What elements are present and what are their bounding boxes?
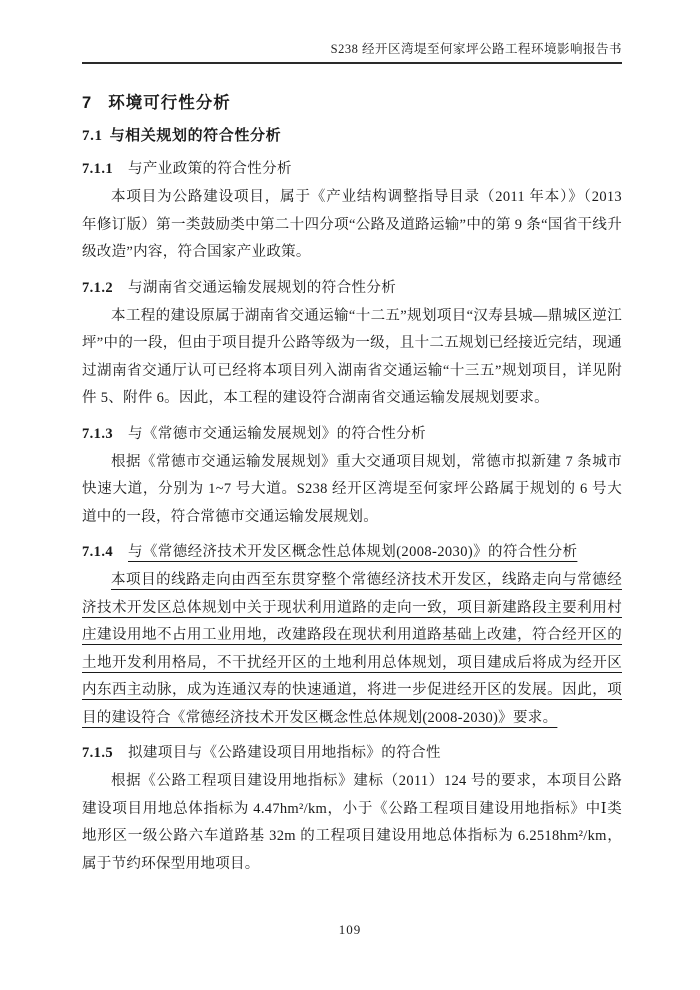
- subsection-title: 与湖南省交通运输发展规划的符合性分析: [128, 279, 397, 296]
- report-header-title: S238 经开区湾堤至何家坪公路工程环境影响报告书: [330, 42, 622, 56]
- subsection-number: 7.1.5: [82, 745, 113, 761]
- subsection-title: 与产业政策的符合性分析: [128, 161, 292, 177]
- section-heading: [82, 124, 622, 148]
- subsection-heading-7-1-3: [82, 421, 622, 447]
- subsection-heading-7-1-5: [82, 740, 622, 766]
- subsection-heading-7-1-1: [82, 156, 622, 182]
- section-title: 与相关规划的符合性分析: [109, 127, 282, 144]
- chapter-title: 环境可行性分析: [108, 94, 231, 112]
- subsection-paragraph: 本项目的线路走向由西至东贯穿整个常德经济技术开发区，线路走向与常德经济技术开发区总体规划中关于现状利用道路的走向一致，项目新建路段主要利用村庄建设用地不占用工业用地，改建路段在现状利用道路基础上改建，符合经开区的土地开发利用格局，不干扰经开区的土地利用总体规划，项目建成后将成为经开区内东西主动脉，成为连通汉寿的快速通道，将进一步促进经开区的发展。因此，项目的建设符合《常德经济技术开发区概念性总体规划(2008-2030)》要求。: [82, 572, 622, 726]
- subsection-number: 7.1.3: [82, 425, 113, 442]
- page-header: [82, 42, 622, 64]
- subsection-title: 与《常德市交通运输发展规划》的符合性分析: [128, 425, 426, 442]
- subsection-number: 7.1.4: [82, 544, 113, 560]
- chapter-heading: [82, 91, 622, 115]
- subsection-title: 与《常德经济技术开发区概念性总体规划(2008-2030)》的符合性分析: [128, 544, 578, 560]
- subsection-heading-7-1-2: [82, 275, 622, 301]
- subsection-paragraph: 根据《常德市交通运输发展规划》重大交通项目规划，常德市拟新建 7 条城市快速大道，分别为 1~7 号大道。S238 经开区湾堤至何家坪公路属于规划的 6 号大道中的一段，符合常德市交通运输发展规划。: [82, 453, 622, 525]
- subsection-paragraph: 根据《公路工程项目建设用地指标》建标（2011）124 号的要求，本项目公路建设项目用地总体指标为 4.47hm²/km，小于《公路工程项目建设用地指标》中Ⅰ类地形区一级公路六车道路基 32m 的工程项目建设用地总体指标为 6.2518hm²/km，属于节约环保型用地项目。: [82, 773, 622, 872]
- subsection-heading-7-1-4: [82, 539, 622, 565]
- subsection-number: 7.1.1: [82, 161, 113, 177]
- page-number: 109: [338, 922, 362, 937]
- chapter-number: 7: [82, 94, 93, 112]
- subsection-paragraph: 本项目为公路建设项目，属于《产业结构调整指导目录（2011 年本）》（2013 年修订版）第一类鼓励类中第二十四分项“公路及道路运输”中的第 9 条“国省干线升级改造”内容，符合国家产业政策。: [82, 189, 622, 260]
- subsection-paragraph: 本工程的建设原属于湖南省交通运输“十二五”规划项目“汉寿县城—鼎城区逆江坪”中的一段，但由于项目提升公路等级为一级，且十二五规划已经接近完结，现通过湖南省交通厅认可已经将本项目列入湖南省交通运输“十三五”规划项目，详见附件 5、附件 6。因此，本工程的建设符合湖南省交通运输发展规划要求。: [82, 307, 622, 406]
- subsection-number: 7.1.2: [82, 279, 113, 296]
- subsection-title: 拟建项目与《公路建设项目用地指标》的符合性: [128, 745, 441, 761]
- section-number: 7.1: [82, 128, 103, 144]
